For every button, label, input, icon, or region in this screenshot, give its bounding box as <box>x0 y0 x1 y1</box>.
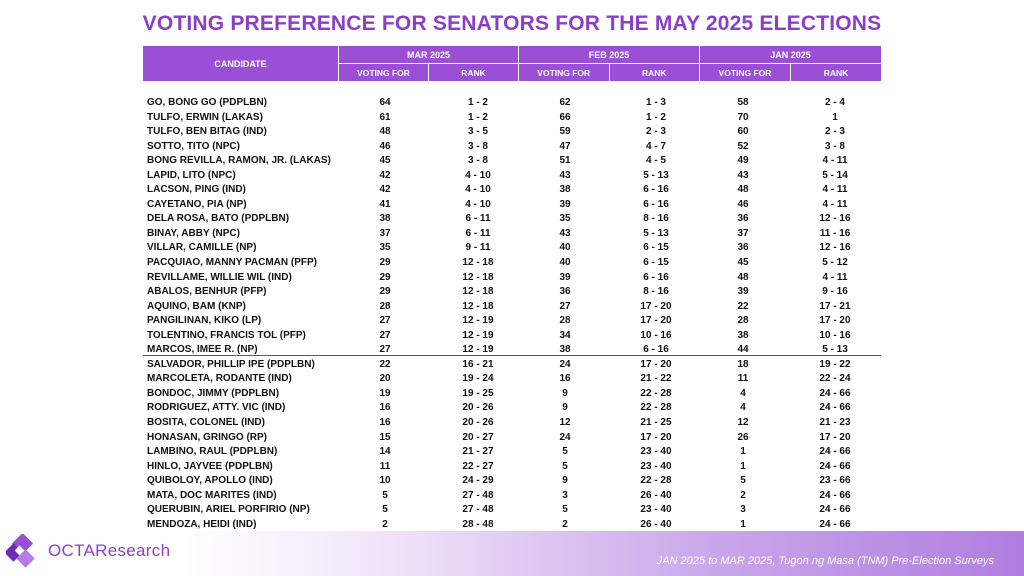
candidate-name: MENDOZA, HEIDI (IND) <box>147 518 257 530</box>
mar-rank: 20 - 27 <box>462 431 494 443</box>
mar-rank: 12 - 18 <box>462 286 494 298</box>
feb-rank: 23 - 40 <box>640 504 672 516</box>
mar-rank: 12 - 19 <box>462 329 494 341</box>
feb-voting-for: 9 <box>562 402 568 414</box>
feb-voting-for: 5 <box>562 460 568 472</box>
table-row <box>143 445 881 460</box>
jan-rank: 5 - 12 <box>822 257 848 269</box>
table-row <box>143 212 881 227</box>
mar-voting-for: 22 <box>379 358 391 370</box>
feb-rank: 1 - 3 <box>645 97 666 108</box>
feb-rank: 8 - 16 <box>643 286 669 298</box>
mar-voting-for: 20 <box>379 373 391 385</box>
feb-voting-for: 9 <box>562 387 568 399</box>
candidate-name: LAMBINO, RAUL (PDPLBN) <box>147 446 278 458</box>
mar-voting-for: 37 <box>379 227 391 239</box>
mar-rank: 12 - 18 <box>462 271 494 283</box>
table-row <box>143 314 881 329</box>
mar-voting-for: 64 <box>379 97 391 108</box>
mar-rank: 6 - 11 <box>465 213 491 225</box>
feb-voting-for: 39 <box>559 271 571 283</box>
candidate-name: MARCOLETA, RODANTE (IND) <box>147 373 292 385</box>
feb-voting-for: 40 <box>559 257 571 269</box>
mar-rank: 16 - 21 <box>462 358 494 370</box>
mar-rank: 27 - 48 <box>462 504 494 516</box>
feb-voting-for: 2 <box>562 518 568 530</box>
mar-voting-for: 2 <box>382 518 388 530</box>
candidate-name: TULFO, BEN BITAG (IND) <box>147 126 267 138</box>
mar-voting-for: 27 <box>379 329 391 341</box>
jan-rank: 12 - 16 <box>819 242 851 254</box>
jan-voting-for: 70 <box>737 111 749 123</box>
jan-rank: 11 - 16 <box>819 227 851 239</box>
feb-rank: 6 - 15 <box>643 257 669 269</box>
mar-voting-for: 14 <box>379 446 391 458</box>
mar-voting-for: 27 <box>379 315 391 327</box>
mar-rank: 12 - 19 <box>462 315 494 327</box>
mar-rank: 1 - 2 <box>467 111 488 123</box>
header-rank: RANK <box>791 64 881 81</box>
table-row <box>143 401 881 416</box>
mar-voting-for: 29 <box>379 257 391 269</box>
jan-voting-for: 49 <box>737 155 749 167</box>
jan-voting-for: 45 <box>737 257 749 269</box>
feb-voting-for: 43 <box>559 227 571 239</box>
jan-rank: 24 - 66 <box>819 489 851 501</box>
jan-rank: 24 - 66 <box>819 402 851 414</box>
feb-rank: 23 - 40 <box>640 460 672 472</box>
mar-voting-for: 46 <box>379 140 391 152</box>
jan-voting-for: 22 <box>737 300 749 312</box>
feb-rank: 6 - 16 <box>643 344 669 356</box>
candidate-name: MATA, DOC MARITES (IND) <box>147 489 277 501</box>
mar-rank: 3 - 5 <box>467 126 488 138</box>
header-voting-for: VOTING FOR <box>519 64 610 81</box>
jan-rank: 24 - 66 <box>819 387 851 399</box>
mar-voting-for: 28 <box>379 300 391 312</box>
table-row <box>143 474 881 489</box>
candidate-name: DELA ROSA, BATO (PDPLBN) <box>147 213 290 225</box>
jan-voting-for: 4 <box>740 402 746 414</box>
jan-voting-for: 18 <box>737 358 749 370</box>
table-row <box>143 416 881 431</box>
candidate-name: BINAY, ABBY (NPC) <box>147 227 240 239</box>
mar-voting-for: 45 <box>379 155 391 167</box>
table-row <box>143 358 881 373</box>
table-row <box>143 154 881 169</box>
table-row <box>143 125 881 140</box>
header-rank: RANK <box>429 64 518 81</box>
mar-voting-for: 41 <box>379 198 391 210</box>
header-voting-for: VOTING FOR <box>700 64 791 81</box>
mar-voting-for: 61 <box>379 111 391 123</box>
jan-rank: 24 - 66 <box>819 460 851 472</box>
jan-rank: 17 - 21 <box>819 300 851 312</box>
candidate-name: PACQUIAO, MANNY PACMAN (PFP) <box>147 257 317 269</box>
candidate-name: BOSITA, COLONEL (IND) <box>147 417 265 429</box>
jan-rank: 22 - 24 <box>819 373 851 385</box>
jan-voting-for: 52 <box>737 140 749 152</box>
header-group-jan <box>700 46 881 81</box>
mar-voting-for: 16 <box>379 402 391 414</box>
jan-rank: 19 - 22 <box>819 358 851 370</box>
candidate-name: PANGILINAN, KIKO (LP) <box>147 315 262 327</box>
feb-voting-for: 5 <box>562 446 568 458</box>
mar-rank: 3 - 8 <box>467 155 488 167</box>
source-note: JAN 2025 to MAR 2025, Tugon ng Masa (TNM) Pre-Election Surveys <box>656 555 994 567</box>
candidate-name: AQUINO, BAM (KNP) <box>147 300 246 312</box>
candidate-name: VILLAR, CAMILLE (NP) <box>147 242 257 254</box>
header-group-name: FEB 2025 <box>519 46 699 64</box>
header-candidate: CANDIDATE <box>143 46 338 81</box>
feb-rank: 23 - 40 <box>640 446 672 458</box>
mar-rank: 4 - 10 <box>465 169 491 181</box>
jan-voting-for: 1 <box>740 446 746 458</box>
table-row <box>143 227 881 242</box>
jan-voting-for: 11 <box>737 373 749 385</box>
mar-voting-for: 15 <box>379 431 391 443</box>
mar-rank: 4 - 10 <box>465 184 491 196</box>
mar-voting-for: 16 <box>379 417 391 429</box>
jan-voting-for: 36 <box>737 213 749 225</box>
feb-voting-for: 47 <box>559 140 571 152</box>
feb-rank: 6 - 16 <box>643 271 669 283</box>
candidate-name: HONASAN, GRINGO (RP) <box>147 431 267 443</box>
jan-rank: 4 - 11 <box>822 155 848 167</box>
mar-rank: 12 - 18 <box>462 257 494 269</box>
feb-voting-for: 38 <box>559 344 571 356</box>
table-row <box>143 183 881 198</box>
feb-voting-for: 28 <box>559 315 571 327</box>
jan-voting-for: 2 <box>740 489 746 501</box>
jan-rank: 3 - 8 <box>824 140 845 152</box>
mar-voting-for: 42 <box>379 184 391 196</box>
mar-rank: 3 - 8 <box>467 140 488 152</box>
candidate-name: TOLENTINO, FRANCIS TOL (PFP) <box>147 329 306 341</box>
header-group-name: JAN 2025 <box>700 46 881 64</box>
candidate-name: SALVADOR, PHILLIP IPE (PDPLBN) <box>147 358 315 370</box>
feb-rank: 17 - 20 <box>640 358 672 370</box>
feb-rank: 22 - 28 <box>640 402 672 414</box>
feb-voting-for: 38 <box>559 184 571 196</box>
table-body <box>143 96 881 532</box>
jan-voting-for: 12 <box>737 417 749 429</box>
table-row <box>143 285 881 300</box>
cutoff-divider <box>143 355 881 356</box>
candidate-name: GO, BONG GO (PDPLBN) <box>147 97 267 108</box>
table-row <box>143 96 881 111</box>
feb-rank: 17 - 20 <box>640 315 672 327</box>
table-row <box>143 169 881 184</box>
jan-voting-for: 43 <box>737 169 749 181</box>
jan-rank: 24 - 66 <box>819 446 851 458</box>
mar-rank: 21 - 27 <box>462 446 494 458</box>
table-row <box>143 489 881 504</box>
feb-rank: 5 - 13 <box>643 169 669 181</box>
table-row <box>143 503 881 518</box>
jan-rank: 17 - 20 <box>819 431 851 443</box>
feb-rank: 6 - 15 <box>643 242 669 254</box>
jan-voting-for: 28 <box>737 315 749 327</box>
mar-rank: 12 - 19 <box>462 344 494 356</box>
mar-rank: 28 - 48 <box>462 518 494 530</box>
jan-voting-for: 58 <box>737 97 749 108</box>
feb-voting-for: 35 <box>559 213 571 225</box>
feb-voting-for: 12 <box>559 417 571 429</box>
mar-rank: 19 - 25 <box>462 387 494 399</box>
jan-voting-for: 1 <box>740 460 746 472</box>
jan-rank: 9 - 16 <box>822 286 848 298</box>
table-row <box>143 329 881 344</box>
candidate-name: SOTTO, TITO (NPC) <box>147 140 240 152</box>
table-row <box>143 387 881 402</box>
header-group-feb <box>519 46 699 81</box>
jan-rank: 10 - 16 <box>819 329 851 341</box>
jan-voting-for: 36 <box>737 242 749 254</box>
mar-voting-for: 42 <box>379 169 391 181</box>
candidate-name: TULFO, ERWIN (LAKAS) <box>147 111 263 123</box>
page-title: VOTING PREFERENCE FOR SENATORS FOR THE MAY 2025 ELECTIONS <box>142 12 882 35</box>
jan-rank: 4 - 11 <box>822 184 848 196</box>
table-header <box>143 46 881 81</box>
table-row <box>143 111 881 126</box>
feb-voting-for: 24 <box>559 431 571 443</box>
feb-rank: 10 - 16 <box>640 329 672 341</box>
jan-voting-for: 48 <box>737 184 749 196</box>
feb-voting-for: 16 <box>559 373 571 385</box>
feb-rank: 5 - 13 <box>643 227 669 239</box>
jan-voting-for: 39 <box>737 286 749 298</box>
jan-voting-for: 26 <box>737 431 749 443</box>
feb-rank: 22 - 28 <box>640 475 672 487</box>
candidate-name: REVILLAME, WILLIE WIL (IND) <box>147 271 292 283</box>
feb-voting-for: 24 <box>559 358 571 370</box>
feb-voting-for: 36 <box>559 286 571 298</box>
feb-rank: 1 - 2 <box>645 111 666 123</box>
jan-rank: 1 <box>832 111 838 123</box>
jan-rank: 12 - 16 <box>819 213 851 225</box>
mar-rank: 4 - 10 <box>465 198 491 210</box>
table-row <box>143 140 881 155</box>
candidate-name: RODRIGUEZ, ATTY. VIC (IND) <box>147 402 286 414</box>
mar-rank: 27 - 48 <box>462 489 494 501</box>
candidate-name: BONG REVILLA, RAMON, JR. (LAKAS) <box>147 155 331 167</box>
mar-voting-for: 5 <box>382 504 388 516</box>
feb-voting-for: 40 <box>559 242 571 254</box>
header-voting-for: VOTING FOR <box>339 64 429 81</box>
jan-rank: 23 - 66 <box>819 475 851 487</box>
mar-rank: 24 - 29 <box>462 475 494 487</box>
candidate-name: LACSON, PING (IND) <box>147 184 246 196</box>
mar-voting-for: 48 <box>379 126 391 138</box>
feb-voting-for: 43 <box>559 169 571 181</box>
feb-voting-for: 5 <box>562 504 568 516</box>
jan-rank: 5 - 14 <box>822 169 848 181</box>
candidate-name: BONDOC, JIMMY (PDPLBN) <box>147 387 280 399</box>
octa-logo-icon <box>6 534 42 570</box>
mar-rank: 1 - 2 <box>467 97 488 108</box>
mar-rank: 20 - 26 <box>462 417 494 429</box>
header-rank: RANK <box>610 64 700 81</box>
jan-rank: 4 - 11 <box>822 271 848 283</box>
candidate-name: QUIBOLOY, APOLLO (IND) <box>147 475 273 487</box>
feb-rank: 26 - 40 <box>640 518 672 530</box>
jan-rank: 17 - 20 <box>819 315 851 327</box>
table-row <box>143 431 881 446</box>
mar-rank: 12 - 18 <box>462 300 494 312</box>
jan-rank: 2 - 3 <box>824 126 845 138</box>
mar-voting-for: 27 <box>379 344 391 356</box>
feb-voting-for: 59 <box>559 126 571 138</box>
jan-voting-for: 4 <box>740 387 746 399</box>
candidate-name: ABALOS, BENHUR (PFP) <box>147 286 267 298</box>
feb-rank: 21 - 25 <box>640 417 672 429</box>
feb-voting-for: 9 <box>562 475 568 487</box>
jan-rank: 5 - 13 <box>822 344 848 356</box>
feb-rank: 4 - 5 <box>645 155 666 167</box>
table-row <box>143 372 881 387</box>
jan-voting-for: 1 <box>740 518 746 530</box>
mar-rank: 22 - 27 <box>462 460 494 472</box>
jan-voting-for: 46 <box>737 198 749 210</box>
feb-rank: 8 - 16 <box>643 213 669 225</box>
jan-voting-for: 37 <box>737 227 749 239</box>
feb-voting-for: 39 <box>559 198 571 210</box>
jan-voting-for: 38 <box>737 329 749 341</box>
candidate-name: HINLO, JAYVEE (PDPLBN) <box>147 460 273 472</box>
candidate-name: QUERUBIN, ARIEL PORFIRIO (NP) <box>147 504 310 516</box>
candidate-name: MARCOS, IMEE R. (NP) <box>147 344 258 356</box>
feb-rank: 2 - 3 <box>645 126 666 138</box>
mar-rank: 6 - 11 <box>465 227 491 239</box>
table-row <box>143 256 881 271</box>
mar-voting-for: 35 <box>379 242 391 254</box>
table-row <box>143 241 881 256</box>
jan-voting-for: 5 <box>740 475 746 487</box>
mar-voting-for: 5 <box>382 489 388 501</box>
candidate-name: CAYETANO, PIA (NP) <box>147 198 247 210</box>
feb-rank: 26 - 40 <box>640 489 672 501</box>
mar-voting-for: 29 <box>379 286 391 298</box>
feb-voting-for: 27 <box>559 300 571 312</box>
jan-rank: 4 - 11 <box>822 198 848 210</box>
candidate-name: LAPID, LITO (NPC) <box>147 169 236 181</box>
jan-voting-for: 3 <box>740 504 746 516</box>
feb-rank: 4 - 7 <box>645 140 666 152</box>
jan-rank: 24 - 66 <box>819 504 851 516</box>
mar-rank: 20 - 26 <box>462 402 494 414</box>
brand-name: OCTAResearch <box>48 541 171 560</box>
mar-voting-for: 19 <box>379 387 391 399</box>
feb-rank: 6 - 16 <box>643 184 669 196</box>
feb-rank: 6 - 16 <box>643 198 669 210</box>
mar-rank: 9 - 11 <box>465 242 491 254</box>
feb-rank: 21 - 22 <box>640 373 672 385</box>
header-group-name: MAR 2025 <box>339 46 518 64</box>
mar-voting-for: 38 <box>379 213 391 225</box>
jan-rank: 2 - 4 <box>824 97 845 108</box>
header-group-mar <box>339 46 518 81</box>
jan-voting-for: 44 <box>737 344 749 356</box>
table-row <box>143 300 881 315</box>
table-row <box>143 198 881 213</box>
feb-voting-for: 34 <box>559 329 571 341</box>
table-row <box>143 271 881 286</box>
jan-rank: 21 - 23 <box>819 417 851 429</box>
feb-voting-for: 66 <box>559 111 571 123</box>
mar-voting-for: 11 <box>379 460 391 472</box>
jan-rank: 24 - 66 <box>819 518 851 530</box>
jan-voting-for: 60 <box>737 126 749 138</box>
feb-voting-for: 3 <box>562 489 568 501</box>
feb-rank: 17 - 20 <box>640 300 672 312</box>
feb-rank: 17 - 20 <box>640 431 672 443</box>
feb-voting-for: 62 <box>559 97 571 108</box>
feb-rank: 22 - 28 <box>640 387 672 399</box>
feb-voting-for: 51 <box>559 155 571 167</box>
mar-voting-for: 29 <box>379 271 391 283</box>
jan-voting-for: 48 <box>737 271 749 283</box>
table-row <box>143 460 881 475</box>
mar-rank: 19 - 24 <box>462 373 494 385</box>
mar-voting-for: 10 <box>379 475 391 487</box>
